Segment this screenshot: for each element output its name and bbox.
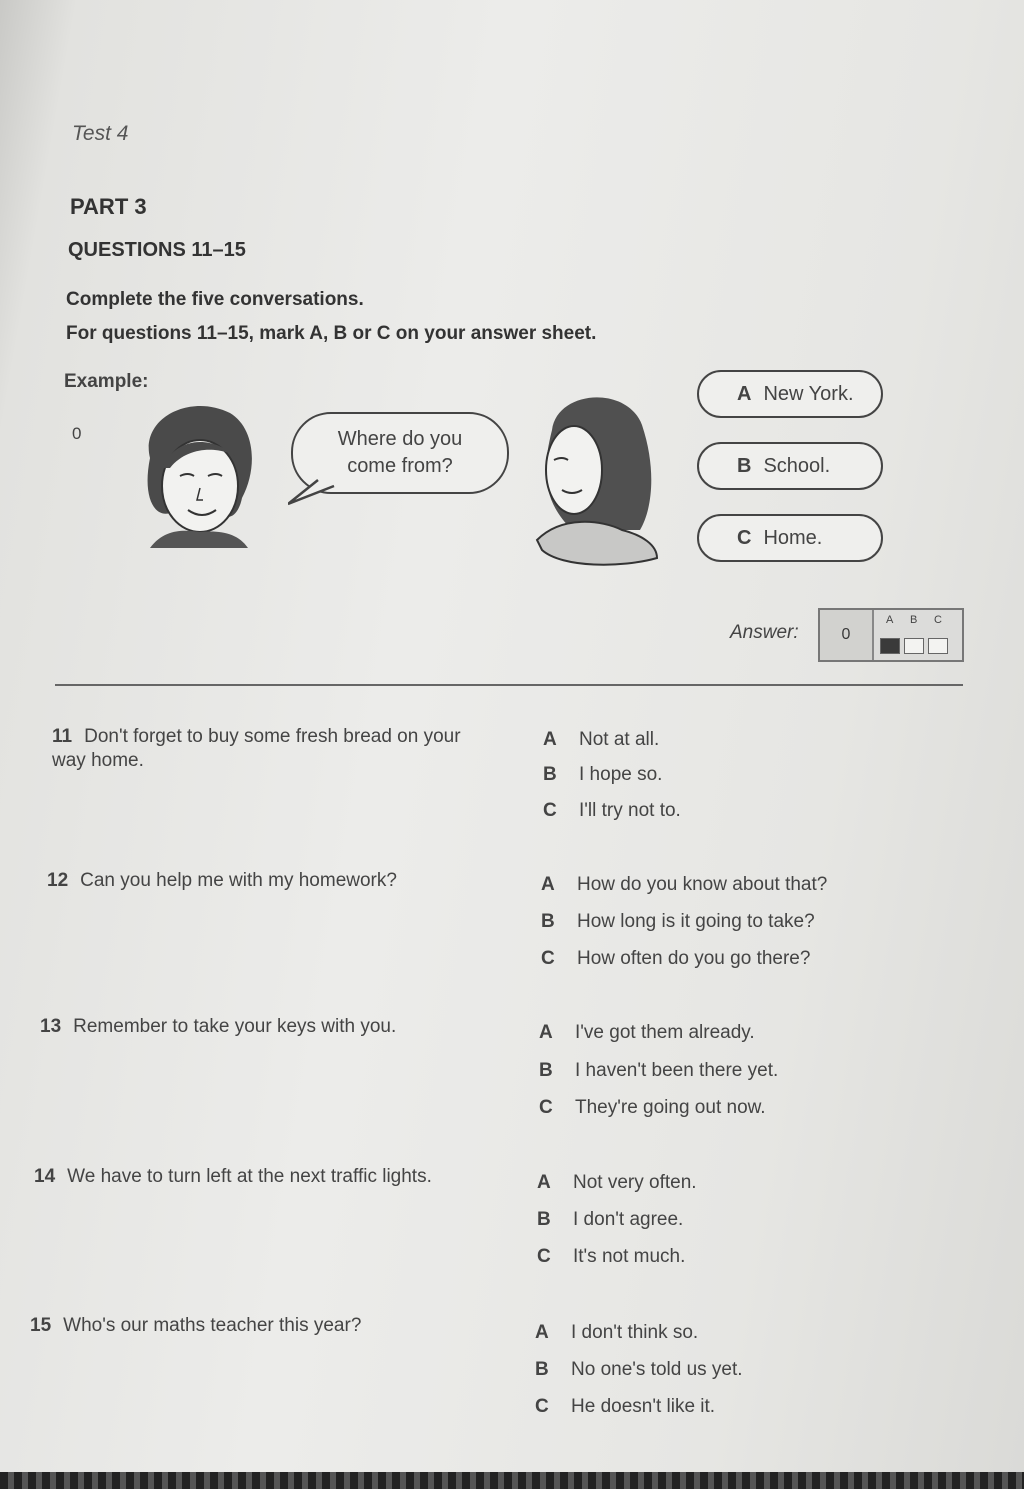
question-12: 12 Can you help me with my homework?: [47, 870, 397, 891]
speech-line-1: Where do you: [337, 428, 463, 450]
page-bottom-edge: [0, 1472, 1024, 1489]
choice-12-a: A How do you know about that?: [541, 874, 828, 895]
choice-14-a: A Not very often.: [537, 1172, 697, 1193]
answer-label: Answer:: [730, 622, 799, 643]
question-14: 14 We have to turn left at the next traffic lights.: [34, 1166, 432, 1187]
question-text: Don't forget to buy some fresh bread on your way home.: [52, 726, 461, 771]
option-text: Home.: [763, 526, 823, 549]
questions-heading: QUESTIONS 11–15: [68, 239, 246, 261]
woman-face-illustration: [130, 398, 258, 556]
choice-12-b: B How long is it going to take?: [541, 911, 815, 932]
example-option-b: [697, 442, 883, 490]
choice-13-c: C They're going out now.: [539, 1097, 766, 1118]
example-label: Example:: [64, 371, 149, 392]
choice-11-a: A Not at all.: [543, 729, 660, 750]
choice-15-b: B No one's told us yet.: [535, 1359, 743, 1380]
answer-letter-c: C: [934, 614, 942, 626]
choice-14-b: B I don't agree.: [537, 1209, 684, 1230]
answer-cell-b: [904, 638, 924, 654]
choice-13-a: A I've got them already.: [539, 1022, 755, 1043]
answer-cell-c: [928, 638, 948, 654]
option-letter: A: [737, 382, 752, 405]
choice-15-a: A I don't think so.: [535, 1322, 699, 1343]
answer-letter-b: B: [910, 614, 918, 626]
speech-bubble-tail: [288, 478, 338, 508]
question-13: 13 Remember to take your keys with you.: [40, 1016, 397, 1037]
answer-cell-a: [880, 638, 900, 654]
question-11: [52, 725, 482, 773]
answer-number: 0: [820, 610, 874, 660]
example-number: 0: [72, 424, 82, 443]
answer-box: [818, 608, 964, 662]
part-heading: PART 3: [70, 194, 147, 219]
choice-14-c: C It's not much.: [537, 1246, 686, 1267]
instruction-line-1: Complete the five conversations.: [66, 289, 364, 310]
instruction-line-2: For questions 11–15, mark A, B or C on your answer sheet.: [66, 323, 597, 344]
option-text: School.: [763, 454, 831, 477]
option-text: New York.: [763, 382, 854, 405]
test-label: Test 4: [72, 122, 129, 145]
choice-11-c: C I'll try not to.: [543, 800, 681, 821]
question-number: 11: [52, 726, 73, 747]
choice-15-c: C He doesn't like it.: [535, 1396, 716, 1417]
answer-letter-a: A: [886, 614, 894, 626]
choice-12-c: C How often do you go there?: [541, 948, 811, 969]
girl-face-illustration: [532, 390, 662, 568]
option-letter: C: [737, 526, 752, 549]
choice-13-b: B I haven't been there yet.: [539, 1060, 779, 1081]
section-divider: [55, 684, 963, 686]
example-option-c: [697, 514, 883, 562]
choice-11-b: B I hope so.: [543, 764, 663, 785]
question-15: 15 Who's our maths teacher this year?: [30, 1315, 362, 1336]
option-letter: B: [737, 454, 752, 477]
speech-line-2: come from?: [347, 455, 453, 477]
example-option-a: [697, 370, 883, 418]
